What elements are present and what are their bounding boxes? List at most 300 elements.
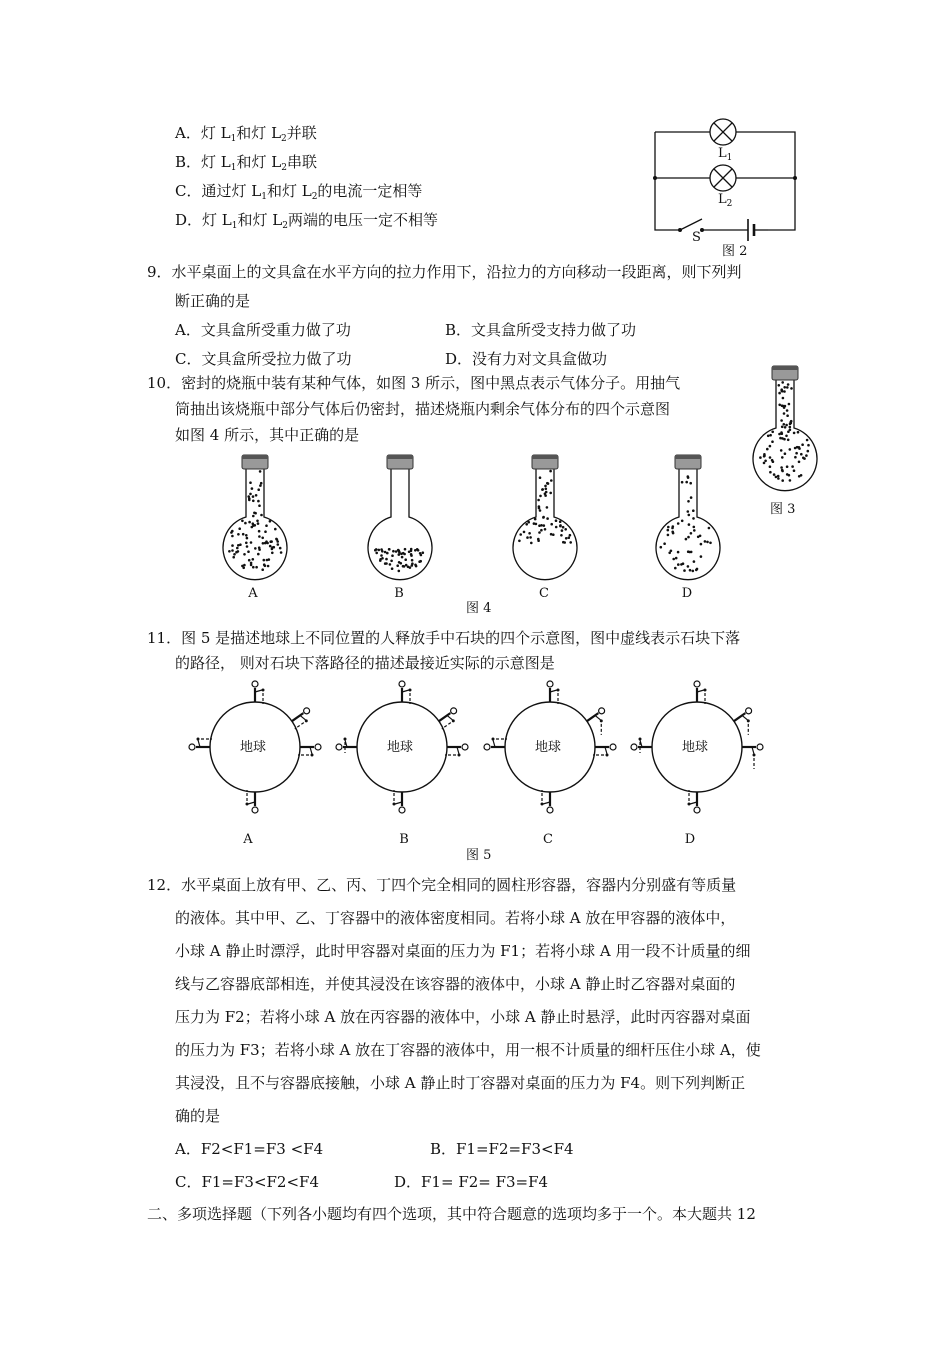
gas-molecule <box>797 431 800 434</box>
q10-stem-line2: 筒抽出该烧瓶中部分气体后仍密封，描述烧瓶内剩余气体分布的四个示意图 <box>175 400 671 418</box>
gas-molecule <box>778 392 781 395</box>
gas-molecule <box>257 488 260 491</box>
gas-molecule <box>545 491 548 494</box>
gas-molecule <box>685 538 688 541</box>
gas-molecule <box>411 559 414 562</box>
lamp-2-label: $L_2$ <box>718 192 733 209</box>
gas-molecule <box>549 492 552 495</box>
switch-label: S <box>692 230 701 245</box>
person-figure <box>445 744 468 757</box>
gas-molecule <box>279 547 282 550</box>
gas-molecule <box>402 565 405 568</box>
q12-line-8: 确的是 <box>175 1107 221 1125</box>
gas-molecule <box>692 570 695 573</box>
gas-molecule <box>709 542 712 545</box>
earth-option-label-a: A <box>243 832 253 847</box>
gas-molecule <box>246 545 249 548</box>
stone <box>305 719 308 722</box>
gas-molecule <box>543 524 546 527</box>
gas-molecule <box>771 459 774 462</box>
gas-molecule <box>791 465 794 468</box>
stone <box>393 803 396 806</box>
gas-molecule <box>700 543 703 546</box>
gas-molecule <box>549 470 552 473</box>
gas-molecule <box>546 482 549 485</box>
gas-molecule <box>773 473 776 476</box>
gas-molecule <box>258 530 261 533</box>
gas-molecule <box>257 522 260 525</box>
q8-option-b: B．灯 $L_1$和灯 $L_2$串联 <box>175 153 317 173</box>
gas-molecule <box>677 563 680 566</box>
gas-molecule <box>275 538 278 541</box>
gas-molecule <box>671 531 674 534</box>
gas-molecule <box>692 517 695 520</box>
gas-molecule <box>540 529 543 532</box>
person-figure <box>189 738 212 751</box>
q12-option-d: D．F1= F2= F3=F4 <box>394 1173 549 1191</box>
gas-molecule <box>787 383 790 386</box>
q10-stem-line1: 10．密封的烧瓶中装有某种气体，如图 3 所示，图中黑点表示气体分子。用抽气 <box>147 374 681 392</box>
gas-molecule <box>786 386 789 389</box>
stone <box>452 719 455 722</box>
gas-molecule <box>262 542 265 545</box>
gas-molecule <box>249 481 252 484</box>
gas-molecule <box>540 524 543 527</box>
gas-molecule <box>263 559 266 562</box>
earth-option-label-c: C <box>543 832 553 847</box>
gas-molecule <box>230 531 233 534</box>
q12-line-3: 小球 A 静止时漂浮，此时甲容器对桌面的压力为 F1；若将小球 A 用一段不计质量的细 <box>175 942 751 960</box>
gas-molecule <box>250 564 253 567</box>
gas-molecule <box>231 535 234 538</box>
flask-label-c: C <box>539 586 549 601</box>
gas-molecule <box>667 534 670 537</box>
gas-molecule <box>789 429 792 432</box>
gas-molecule <box>266 559 269 562</box>
stone <box>600 719 603 722</box>
gas-molecule <box>258 535 261 538</box>
gas-molecule <box>236 547 239 550</box>
gas-molecule <box>672 558 675 561</box>
gas-molecule <box>276 540 279 543</box>
gas-molecule <box>660 546 663 549</box>
figure-5-caption: 图 5 <box>466 848 492 863</box>
gas-molecule <box>693 560 696 563</box>
q12-line-2: 的液体。其中甲、乙、丁容器中的液体密度相同。若将小球 A 放在甲容器的液体中， <box>175 909 736 927</box>
gas-molecule <box>559 525 562 528</box>
gas-molecule <box>700 555 703 558</box>
gas-molecule <box>807 450 810 453</box>
gas-molecule <box>704 540 707 543</box>
gas-molecule <box>559 520 562 523</box>
gas-molecule <box>692 509 695 512</box>
gas-molecule <box>687 536 690 539</box>
gas-molecule <box>258 504 261 507</box>
stone <box>704 689 707 692</box>
q9-option-a: A．文具盒所受重力做了功 <box>175 321 351 339</box>
gas-molecule <box>688 551 691 554</box>
gas-molecule <box>783 390 786 393</box>
gas-molecule <box>794 456 797 459</box>
gas-molecule <box>667 529 670 532</box>
gas-molecule <box>525 523 528 526</box>
gas-molecule <box>688 514 691 517</box>
gas-molecule <box>243 553 246 556</box>
gas-molecule <box>541 488 544 491</box>
gas-molecule <box>550 523 553 526</box>
gas-molecule <box>780 419 783 422</box>
gas-molecule <box>248 497 251 500</box>
gas-molecule <box>259 484 262 487</box>
gas-molecule <box>241 520 244 523</box>
gas-molecule <box>552 533 555 536</box>
gas-molecule <box>264 565 267 568</box>
gas-molecule <box>546 506 549 509</box>
gas-molecule <box>417 549 420 552</box>
gas-molecule <box>550 479 553 482</box>
gas-molecule <box>780 390 783 393</box>
gas-molecule <box>392 550 395 553</box>
gas-molecule <box>780 466 783 469</box>
q10-stem-line3: 如图 4 所示，其中正确的是 <box>175 426 360 444</box>
person-figure <box>246 790 259 813</box>
q9-option-b: B．文具盒所受支持力做了功 <box>445 321 637 339</box>
gas-molecule <box>689 482 692 485</box>
gas-molecule <box>569 534 572 537</box>
section-2-title: 二、多项选择题（下列各小题均有四个选项，其中符合题意的选项均多于一个。本大题共 12 <box>147 1205 756 1223</box>
q11-stem-line1: 11．图 5 是描述地球上不同位置的人释放手中石块的四个示意图，图中虚线表示石块下落 <box>147 629 741 647</box>
gas-molecule <box>277 543 280 546</box>
gas-molecule <box>769 456 772 459</box>
stone <box>606 754 609 757</box>
flask-option-c <box>505 451 585 581</box>
q9-stem-line1: 9．水平桌面上的文具盒在水平方向的拉力作用下，沿拉力的方向移动一段距离，则下列判 <box>147 263 742 281</box>
gas-molecule <box>568 536 571 539</box>
earth-option-label-d: D <box>684 832 696 847</box>
gas-molecule <box>248 521 251 524</box>
flask-c-molecules <box>518 470 572 544</box>
person-figure <box>694 681 707 704</box>
gas-molecule <box>246 537 249 540</box>
gas-molecule <box>783 423 786 426</box>
stone <box>639 738 642 741</box>
gas-molecule <box>255 566 258 569</box>
gas-molecule <box>789 448 792 451</box>
gas-molecule <box>265 524 268 527</box>
gas-molecule <box>785 424 788 427</box>
gas-molecule <box>379 559 382 562</box>
gas-molecule <box>401 556 404 559</box>
gas-molecule <box>518 540 521 543</box>
gas-molecule <box>409 566 412 569</box>
gas-molecule <box>788 474 791 477</box>
gas-molecule <box>777 475 780 478</box>
q9-stem-line2: 断正确的是 <box>175 292 251 310</box>
gas-molecule <box>563 541 566 544</box>
flask-c-outline <box>513 455 577 580</box>
gas-molecule <box>261 568 264 571</box>
gas-molecule <box>233 553 236 556</box>
gas-molecule <box>270 540 273 543</box>
earth-label-a: 地球 <box>240 740 267 755</box>
flask-b-molecules <box>374 548 424 573</box>
gas-molecule <box>391 554 394 557</box>
person-figure <box>631 738 652 754</box>
gas-molecule <box>786 414 789 417</box>
gas-molecule <box>805 454 808 457</box>
gas-molecule <box>778 433 781 436</box>
gas-molecule <box>690 496 693 499</box>
gas-molecule <box>771 431 774 434</box>
gas-molecule <box>806 439 809 442</box>
flask-label-d: D <box>681 586 693 601</box>
gas-molecule <box>769 465 772 468</box>
gas-molecule <box>560 534 563 537</box>
gas-molecule <box>674 567 677 570</box>
gas-molecule <box>693 526 696 529</box>
gas-molecule <box>689 569 692 572</box>
gas-molecule <box>253 512 256 515</box>
gas-molecule <box>252 500 255 503</box>
gas-molecule <box>390 560 393 563</box>
stone <box>541 803 544 806</box>
gas-molecule <box>237 550 240 553</box>
lamp-1-label: $L_1$ <box>718 146 733 163</box>
gas-molecule <box>688 523 691 526</box>
gas-molecule <box>781 426 784 429</box>
gas-molecule <box>763 453 766 456</box>
gas-molecule <box>769 434 772 437</box>
gas-molecule <box>681 520 684 523</box>
flask-option-b <box>360 451 440 581</box>
gas-molecule <box>378 549 381 552</box>
gas-molecule <box>404 548 407 551</box>
gas-molecule <box>398 553 401 556</box>
gas-molecule <box>244 522 247 525</box>
stone <box>492 738 495 741</box>
gas-molecule <box>385 558 388 561</box>
gas-molecule <box>542 516 545 519</box>
gas-molecule <box>803 457 806 460</box>
gas-molecule <box>790 387 793 390</box>
gas-molecule <box>798 475 801 478</box>
gas-molecule <box>250 541 253 544</box>
q12-line-5: 压力为 F2；若将小球 A 放在丙容器的液体中，小球 A 静止时悬浮，此时丙容器对桌面 <box>175 1008 751 1026</box>
gas-molecule <box>388 548 391 551</box>
gas-molecule <box>261 537 264 540</box>
gas-molecule <box>539 509 542 512</box>
gas-molecule <box>404 558 407 561</box>
gas-molecule <box>396 564 399 567</box>
flask-option-d <box>648 451 728 581</box>
person-figure <box>541 790 554 813</box>
gas-molecule <box>764 460 767 463</box>
person-figure <box>484 738 507 751</box>
gas-molecule <box>693 529 696 532</box>
gas-molecule <box>519 533 522 536</box>
person-figure <box>742 744 763 769</box>
gas-molecule <box>422 551 425 554</box>
gas-molecule <box>783 412 786 415</box>
person-figure <box>336 738 357 754</box>
person-figure <box>393 790 406 813</box>
gas-molecule <box>787 439 790 442</box>
earth-label-c: 地球 <box>535 740 562 755</box>
gas-molecule <box>264 530 267 533</box>
stone <box>262 689 265 692</box>
gas-molecule <box>266 542 269 545</box>
gas-molecule <box>784 452 787 455</box>
earth-label-d: 地球 <box>682 740 709 755</box>
gas-molecule <box>546 517 549 520</box>
gas-molecule <box>252 495 255 498</box>
person-figure <box>587 708 605 735</box>
gas-molecule <box>767 435 770 438</box>
gas-molecule <box>763 462 766 465</box>
gas-molecule <box>245 542 248 545</box>
gas-molecule <box>697 536 700 539</box>
gas-molecule <box>385 562 388 565</box>
gas-molecule <box>241 565 244 568</box>
gas-molecule <box>537 538 540 541</box>
gas-molecule <box>769 471 772 474</box>
person-figure <box>734 708 752 735</box>
gas-molecule <box>798 461 801 464</box>
flask-label-a: A <box>248 586 258 601</box>
gas-molecule <box>544 494 547 497</box>
gas-molecule <box>238 527 241 530</box>
gas-molecule <box>395 550 398 553</box>
gas-molecule <box>564 528 567 531</box>
gas-molecule <box>777 477 780 480</box>
person-figure <box>547 681 560 704</box>
gas-molecule <box>231 549 234 552</box>
gas-molecule <box>685 481 688 484</box>
flask-figure-3 <box>745 362 825 492</box>
gas-molecule <box>274 528 277 531</box>
gas-molecule <box>687 475 690 478</box>
gas-molecule <box>561 529 564 532</box>
gas-molecule <box>562 526 565 529</box>
gas-molecule <box>795 452 798 455</box>
q12-line-1: 12．水平桌面上放有甲、乙、丙、丁四个完全相同的圆柱形容器，容器内分别盛有等质量 <box>147 876 737 894</box>
gas-molecule <box>683 569 686 572</box>
figure-2-caption: 图 2 <box>722 244 748 259</box>
gas-molecule <box>789 479 792 482</box>
q12-option-c: C．F1=F3<F2<F4 <box>175 1173 319 1191</box>
gas-molecule <box>781 469 784 472</box>
gas-molecule <box>785 435 788 438</box>
gas-molecule <box>807 444 810 447</box>
gas-molecule <box>398 570 401 573</box>
gas-molecule <box>527 521 530 524</box>
gas-molecule <box>251 487 254 490</box>
gas-molecule <box>257 500 260 503</box>
gas-molecule <box>247 550 250 553</box>
gas-molecule <box>535 523 538 526</box>
flask-d-outline <box>656 455 720 580</box>
gas-molecule <box>231 544 234 547</box>
gas-molecule <box>254 547 257 550</box>
gas-molecule <box>550 533 553 536</box>
gas-molecule <box>257 553 260 556</box>
gas-molecule <box>569 541 572 544</box>
q9-option-c: C．文具盒所受拉力做了功 <box>175 350 352 368</box>
stone <box>458 754 461 757</box>
person-figure <box>252 681 265 704</box>
gas-molecule <box>380 554 383 557</box>
gas-molecule <box>419 552 422 555</box>
gas-molecule <box>410 553 413 556</box>
gas-molecule <box>796 446 799 449</box>
gas-molecule <box>781 381 784 384</box>
gas-molecule <box>793 469 796 472</box>
gas-molecule <box>242 533 245 536</box>
gas-molecule <box>245 534 248 537</box>
stone <box>557 689 560 692</box>
q12-line-6: 的压力为 F3；若将小球 A 放在丁容器的液体中，用一根不计质量的细杆压住小球 A，使 <box>175 1041 761 1059</box>
earth-label-b: 地球 <box>387 740 414 755</box>
q12-line-7: 其浸没，且不与容器底接触，小球 A 静止时丁容器对桌面的压力为 F4。则下列判断正 <box>175 1074 746 1092</box>
gas-molecule <box>529 536 532 539</box>
gas-molecule <box>780 449 783 452</box>
gas-molecule <box>389 563 392 566</box>
gas-molecule <box>398 561 401 564</box>
gas-molecule <box>269 545 272 548</box>
stone <box>311 754 314 757</box>
earth-option-label-b: B <box>399 832 409 847</box>
circuit-figure-2 <box>640 115 810 260</box>
gas-molecule <box>249 493 252 496</box>
person-figure <box>688 790 701 813</box>
gas-molecule <box>565 537 568 540</box>
gas-molecule <box>523 531 526 534</box>
gas-molecule <box>405 564 408 567</box>
flask-label-b: B <box>394 586 404 601</box>
gas-molecule <box>374 549 377 552</box>
gas-molecule <box>782 397 785 400</box>
gas-molecule <box>414 564 417 567</box>
gas-molecule <box>687 500 690 503</box>
gas-molecule <box>252 524 255 527</box>
gas-molecule <box>537 499 540 502</box>
gas-molecule <box>269 520 272 523</box>
gas-molecule <box>781 456 784 459</box>
stone <box>747 719 750 722</box>
q8-option-d: D．灯 $L_1$和灯 $L_2$两端的电压一定不相等 <box>175 211 438 231</box>
q8-option-a: A．灯 $L_1$和灯 $L_2$并联 <box>175 124 317 144</box>
gas-molecule <box>696 568 699 571</box>
gas-molecule <box>538 531 541 534</box>
flask-option-a <box>215 451 295 581</box>
gas-molecule <box>260 482 263 485</box>
q12-line-4: 线与乙容器底部相连，并使其浸没在该容器的液体中，小球 A 静止时乙容器对桌面的 <box>175 975 736 993</box>
gas-molecule <box>280 551 283 554</box>
stone <box>246 803 249 806</box>
stone <box>197 738 200 741</box>
gas-molecule <box>545 488 548 491</box>
gas-molecule <box>528 532 531 535</box>
stone <box>409 689 412 692</box>
gas-molecule <box>248 559 251 562</box>
gas-molecule <box>788 403 791 406</box>
gas-molecule <box>677 522 680 525</box>
flask-a-molecules <box>228 470 282 571</box>
gas-molecule <box>778 404 781 407</box>
gas-molecule <box>786 409 789 412</box>
q9-option-d: D．没有力对文具盒做功 <box>445 350 608 368</box>
gas-molecule <box>411 564 414 567</box>
